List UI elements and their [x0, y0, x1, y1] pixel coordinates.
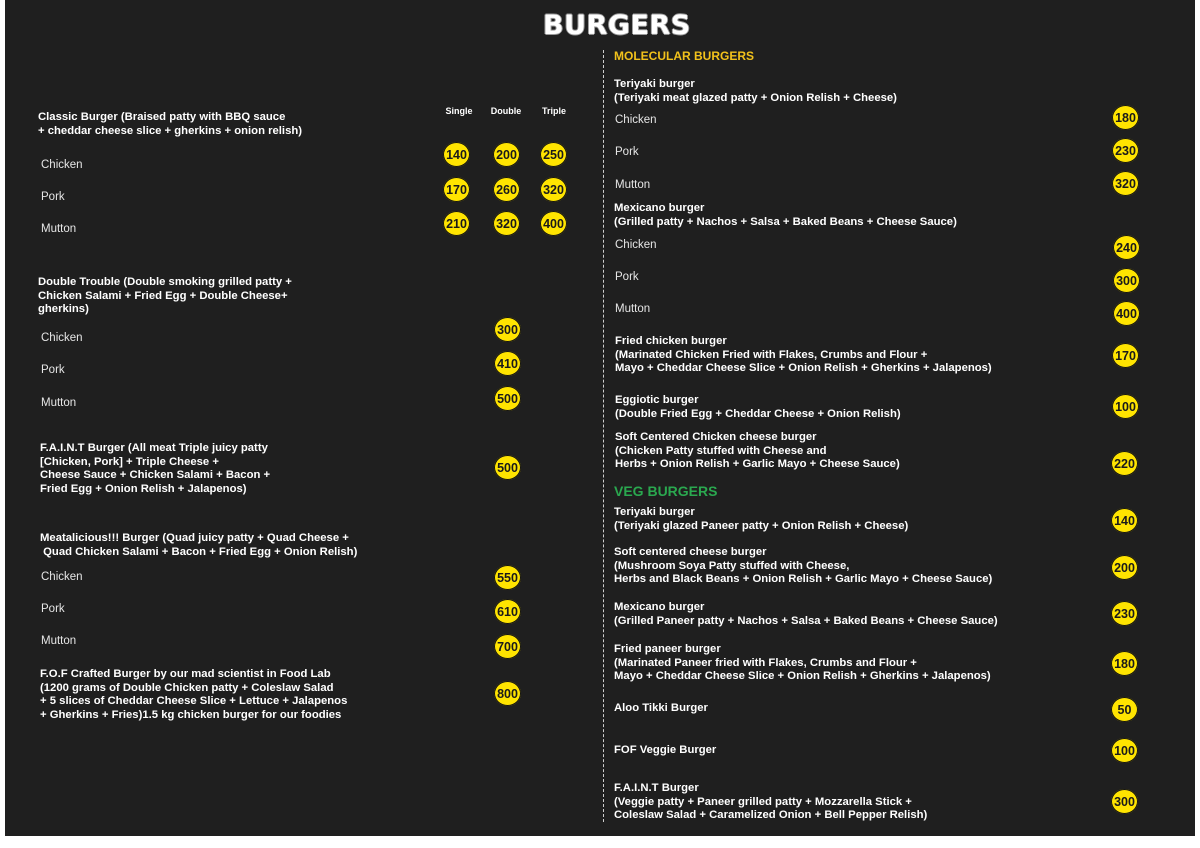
item-aloo-tikki-burger: Aloo Tikki Burger [614, 702, 708, 714]
price-badge: 300 [1111, 789, 1138, 814]
price-badge: 320 [1112, 171, 1139, 196]
variant-chicken: Chicken [41, 332, 83, 344]
price-badge: 240 [1113, 235, 1140, 260]
variant-chicken: Chicken [615, 114, 657, 126]
variant-pork: Pork [615, 271, 639, 283]
item-meatalicious-burger: Meatalicious!!! Burger (Quad juicy patty + Quad Cheese + Quad Chicken Salami + Bacon + Fried Egg + Onion Relish) [40, 532, 358, 558]
price-badge: 250 [540, 142, 567, 167]
price-badge: 500 [494, 455, 521, 480]
price-badge: 180 [1112, 105, 1139, 130]
price-badge: 170 [1112, 343, 1139, 368]
item-eggiotic-burger: Eggiotic burger (Double Fried Egg + Cheddar Cheese + Onion Relish) [615, 394, 901, 420]
variant-mutton: Mutton [615, 179, 651, 191]
price-badge: 800 [494, 681, 521, 706]
price-badge: 500 [494, 386, 521, 411]
item-double-trouble: Double Trouble (Double smoking grilled patty + Chicken Salami + Fried Egg + Double Cheese+ gherkins) [38, 276, 292, 316]
item-fof-crafted-burger: F.O.F Crafted Burger by our mad scientist in Food Lab (1200 grams of Double Chicken patty + Coleslaw Salad + 5 slices of Cheddar Cheese Slice + Lettuce + Jalapenos + Gherkins + Fries)1.5 kg chicken burger for our foodies [40, 668, 348, 722]
price-badge: 550 [494, 565, 521, 590]
variant-chicken: Chicken [41, 159, 83, 171]
item-classic-burger: Classic Burger (Braised patty with BBQ sauce + cheddar cheese slice + gherkins + onion relish) [38, 111, 303, 137]
price-badge: 180 [1111, 651, 1138, 676]
item-fried-paneer-burger: Fried paneer burger (Marinated Paneer fried with Flakes, Crumbs and Flour + Mayo + Cheddar Cheese Slice + Onion Relish + Gherkins + Jalapenos) [614, 643, 991, 683]
price-badge: 320 [493, 211, 520, 236]
col-single: Single [445, 106, 473, 116]
price-badge: 140 [443, 142, 470, 167]
price-badge: 140 [1111, 508, 1138, 533]
price-badge: 400 [540, 211, 567, 236]
item-fof-veggie-burger: FOF Veggie Burger [614, 744, 717, 756]
item-faint-burger: F.A.I.N.T Burger (All meat Triple juicy patty [Chicken, Pork] + Triple Cheese + Cheese Sauce + Chicken Salami + Bacon + Fried Egg + Onion Relish + Jalapenos) [40, 442, 271, 496]
item-fried-chicken-burger: Fried chicken burger (Marinated Chicken Fried with Flakes, Crumbs and Flour + Mayo + Cheddar Cheese Slice + Onion Relish + Gherkins + Jalapenos) [615, 335, 992, 375]
price-badge: 610 [494, 599, 521, 624]
price-badge: 210 [443, 211, 470, 236]
price-badge: 100 [1111, 738, 1138, 763]
price-badge: 50 [1111, 697, 1138, 722]
section-molecular-burgers: MOLECULAR BURGERS [614, 49, 754, 63]
price-badge: 230 [1112, 138, 1139, 163]
variant-pork: Pork [615, 146, 639, 158]
menu-page [5, 0, 1195, 836]
price-badge: 700 [494, 634, 521, 659]
item-soft-centered-chicken-burger: Soft Centered Chicken cheese burger (Chicken Patty stuffed with Cheese and Herbs + Onion Relish + Garlic Mayo + Cheese Sauce) [615, 431, 900, 471]
item-veg-teriyaki-burger: Teriyaki burger (Teriyaki glazed Paneer patty + Onion Relish + Cheese) [614, 506, 909, 532]
price-badge: 300 [494, 317, 521, 342]
item-veg-mexicano-burger: Mexicano burger (Grilled Paneer patty + Nachos + Salsa + Baked Beans + Cheese Sauce) [614, 601, 998, 627]
price-badge: 320 [540, 177, 567, 202]
variant-mutton: Mutton [41, 635, 77, 647]
variant-mutton: Mutton [41, 397, 77, 409]
price-badge: 200 [493, 142, 520, 167]
price-badge: 170 [443, 177, 470, 202]
variant-mutton: Mutton [41, 223, 77, 235]
item-veg-soft-centered-burger: Soft centered cheese burger (Mushroom Soya Patty stuffed with Cheese, Herbs and Black Beans + Onion Relish + Garlic Mayo + Cheese Sauce) [614, 546, 993, 586]
variant-chicken: Chicken [41, 571, 83, 583]
item-teriyaki-burger: Teriyaki burger (Teriyaki meat glazed patty + Onion Relish + Cheese) [614, 78, 897, 104]
item-veg-faint-burger: F.A.I.N.T Burger (Veggie patty + Paneer grilled patty + Mozzarella Stick + Coleslaw Salad + Caramelized Onion + Bell Pepper Relish) [614, 782, 928, 822]
price-badge: 220 [1111, 451, 1138, 476]
price-badge: 400 [1113, 301, 1140, 326]
col-double: Double [490, 106, 522, 116]
price-badge: 410 [494, 351, 521, 376]
price-badge: 260 [493, 177, 520, 202]
price-badge: 230 [1111, 601, 1138, 626]
variant-mutton: Mutton [615, 303, 651, 315]
variant-pork: Pork [41, 603, 65, 615]
item-mexicano-burger: Mexicano burger (Grilled patty + Nachos + Salsa + Baked Beans + Cheese Sauce) [614, 202, 957, 228]
price-badge: 300 [1113, 268, 1140, 293]
price-badge: 100 [1112, 394, 1139, 419]
page-title: BURGERS [543, 10, 691, 41]
col-triple: Triple [541, 106, 566, 116]
variant-pork: Pork [41, 191, 65, 203]
variant-chicken: Chicken [615, 239, 657, 251]
price-badge: 200 [1111, 555, 1138, 580]
variant-pork: Pork [41, 364, 65, 376]
section-veg-burgers: VEG BURGERS [614, 483, 718, 499]
column-divider [603, 50, 604, 822]
